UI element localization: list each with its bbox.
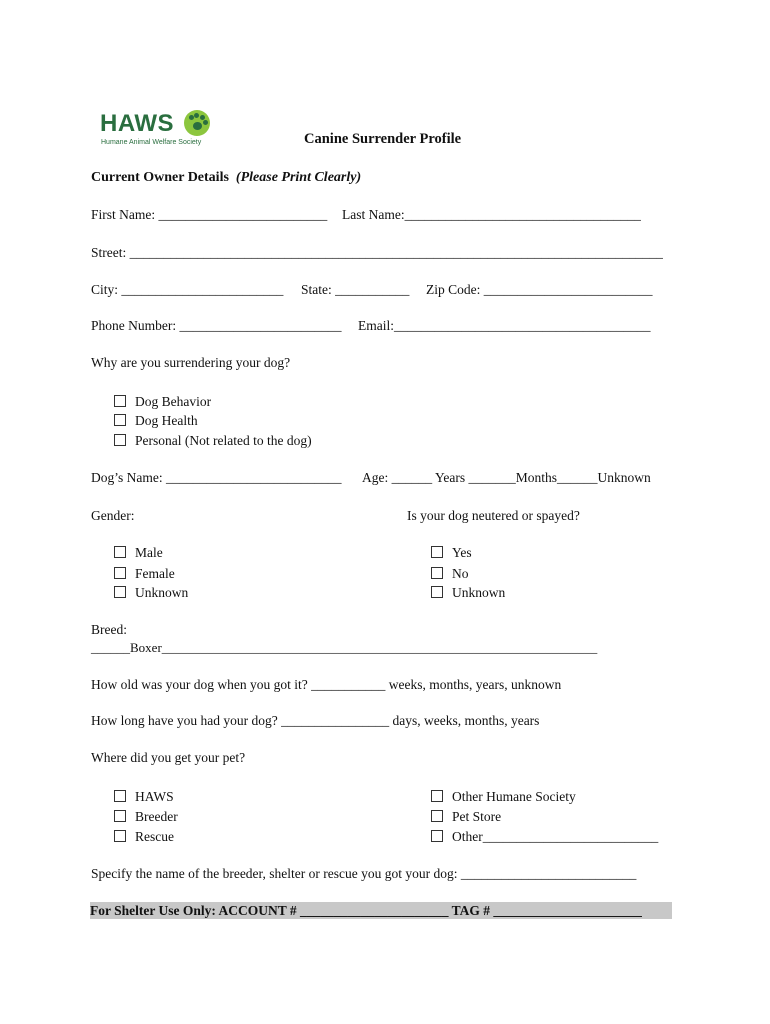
- checkbox-other[interactable]: [431, 829, 658, 845]
- checkbox-label: No: [452, 566, 469, 581]
- age-when-acquired-field[interactable]: How old was your dog when you got it? ___________ weeks, months, years, unknown: [91, 677, 562, 692]
- paw-print-icon: [184, 110, 210, 136]
- checkbox-male[interactable]: [114, 545, 163, 561]
- checkbox-label: Other__________________________: [452, 829, 659, 844]
- source-question: Where did you get your pet?: [91, 750, 246, 765]
- checkbox-other-humane-society[interactable]: [431, 789, 576, 805]
- checkbox-neutered-no[interactable]: [431, 566, 469, 582]
- dog-name-field[interactable]: Dog’s Name: __________________________: [91, 470, 342, 485]
- time-owned-field[interactable]: How long have you had your dog? ________________ days, weeks, months, years: [91, 713, 540, 728]
- checkbox-label: Personal (Not related to the dog): [135, 433, 312, 448]
- checkbox-haws[interactable]: [114, 789, 174, 805]
- checkbox-icon: [114, 567, 126, 579]
- first-name-field[interactable]: First Name: _________________________: [91, 207, 328, 222]
- gender-label: Gender:: [91, 508, 135, 523]
- logo-subtitle: Humane Animal Welfare Society: [101, 139, 202, 146]
- checkbox-label: Unknown: [135, 585, 189, 600]
- reason-question: Why are you surrendering your dog?: [91, 355, 291, 370]
- email-field[interactable]: Email:______________________________________: [358, 318, 651, 333]
- checkbox-gender-unknown[interactable]: [114, 585, 188, 601]
- checkbox-breeder[interactable]: [114, 809, 178, 825]
- city-field[interactable]: City: ________________________: [91, 282, 284, 297]
- checkbox-personal[interactable]: [114, 433, 312, 449]
- owner-heading-note: (Please Print Clearly): [235, 170, 362, 185]
- checkbox-icon: [431, 546, 443, 558]
- checkbox-icon: [431, 586, 443, 598]
- checkbox-icon: [431, 567, 443, 579]
- breed-field[interactable]: ______Boxer___________________________________________________________________: [91, 640, 598, 655]
- checkbox-label: Other Humane Society: [452, 789, 576, 804]
- checkbox-rescue[interactable]: [114, 829, 174, 845]
- checkbox-icon: [431, 810, 443, 822]
- checkbox-label: Unknown: [452, 585, 506, 600]
- breed-label: Breed:: [91, 622, 127, 637]
- logo-wordmark: HAWS: [100, 110, 174, 137]
- checkbox-pet-store[interactable]: [431, 809, 501, 825]
- checkbox-neutered-unknown[interactable]: [431, 585, 505, 601]
- checkbox-icon: [114, 810, 126, 822]
- checkbox-label: Yes: [452, 545, 472, 560]
- checkbox-icon: [114, 830, 126, 842]
- checkbox-icon: [114, 790, 126, 802]
- checkbox-icon: [431, 830, 443, 842]
- owner-heading-text: Current Owner Details: [91, 170, 229, 185]
- checkbox-icon: [114, 546, 126, 558]
- specify-source-field[interactable]: Specify the name of the breeder, shelter or rescue you got your dog: __________________________: [91, 866, 637, 881]
- form-title: Canine Surrender Profile: [304, 131, 462, 147]
- checkbox-label: Female: [135, 566, 175, 581]
- owner-details-heading: [91, 170, 361, 186]
- haws-logo: [100, 110, 220, 150]
- shelter-use-only-band: For Shelter Use Only: ACCOUNT # ______________________ TAG # ______________________: [90, 902, 672, 919]
- checkbox-label: Rescue: [135, 829, 174, 844]
- street-field[interactable]: Street: _______________________________________________________________________________: [91, 245, 663, 260]
- phone-field[interactable]: Phone Number: ________________________: [91, 318, 342, 333]
- state-field[interactable]: State: ___________: [301, 282, 410, 297]
- checkbox-neutered-yes[interactable]: [431, 545, 472, 561]
- neutered-question: Is your dog neutered or spayed?: [407, 508, 580, 523]
- checkbox-icon: [114, 434, 126, 446]
- checkbox-dog-health[interactable]: [114, 413, 198, 429]
- checkbox-label: HAWS: [135, 789, 174, 804]
- checkbox-dog-behavior[interactable]: [114, 394, 211, 410]
- checkbox-label: Dog Behavior: [135, 394, 212, 409]
- checkbox-icon: [114, 586, 126, 598]
- checkbox-label: Breeder: [135, 809, 178, 824]
- last-name-field[interactable]: Last Name:___________________________________: [342, 207, 641, 222]
- checkbox-icon: [114, 395, 126, 407]
- zip-field[interactable]: Zip Code: _________________________: [426, 282, 653, 297]
- dog-age-field[interactable]: Age: ______ Years _______Months______Unknown: [362, 470, 651, 485]
- checkbox-icon: [431, 790, 443, 802]
- checkbox-icon: [114, 414, 126, 426]
- checkbox-label: Pet Store: [452, 809, 502, 824]
- checkbox-female[interactable]: [114, 566, 175, 582]
- checkbox-label: Male: [135, 545, 163, 560]
- checkbox-label: Dog Health: [135, 413, 198, 428]
